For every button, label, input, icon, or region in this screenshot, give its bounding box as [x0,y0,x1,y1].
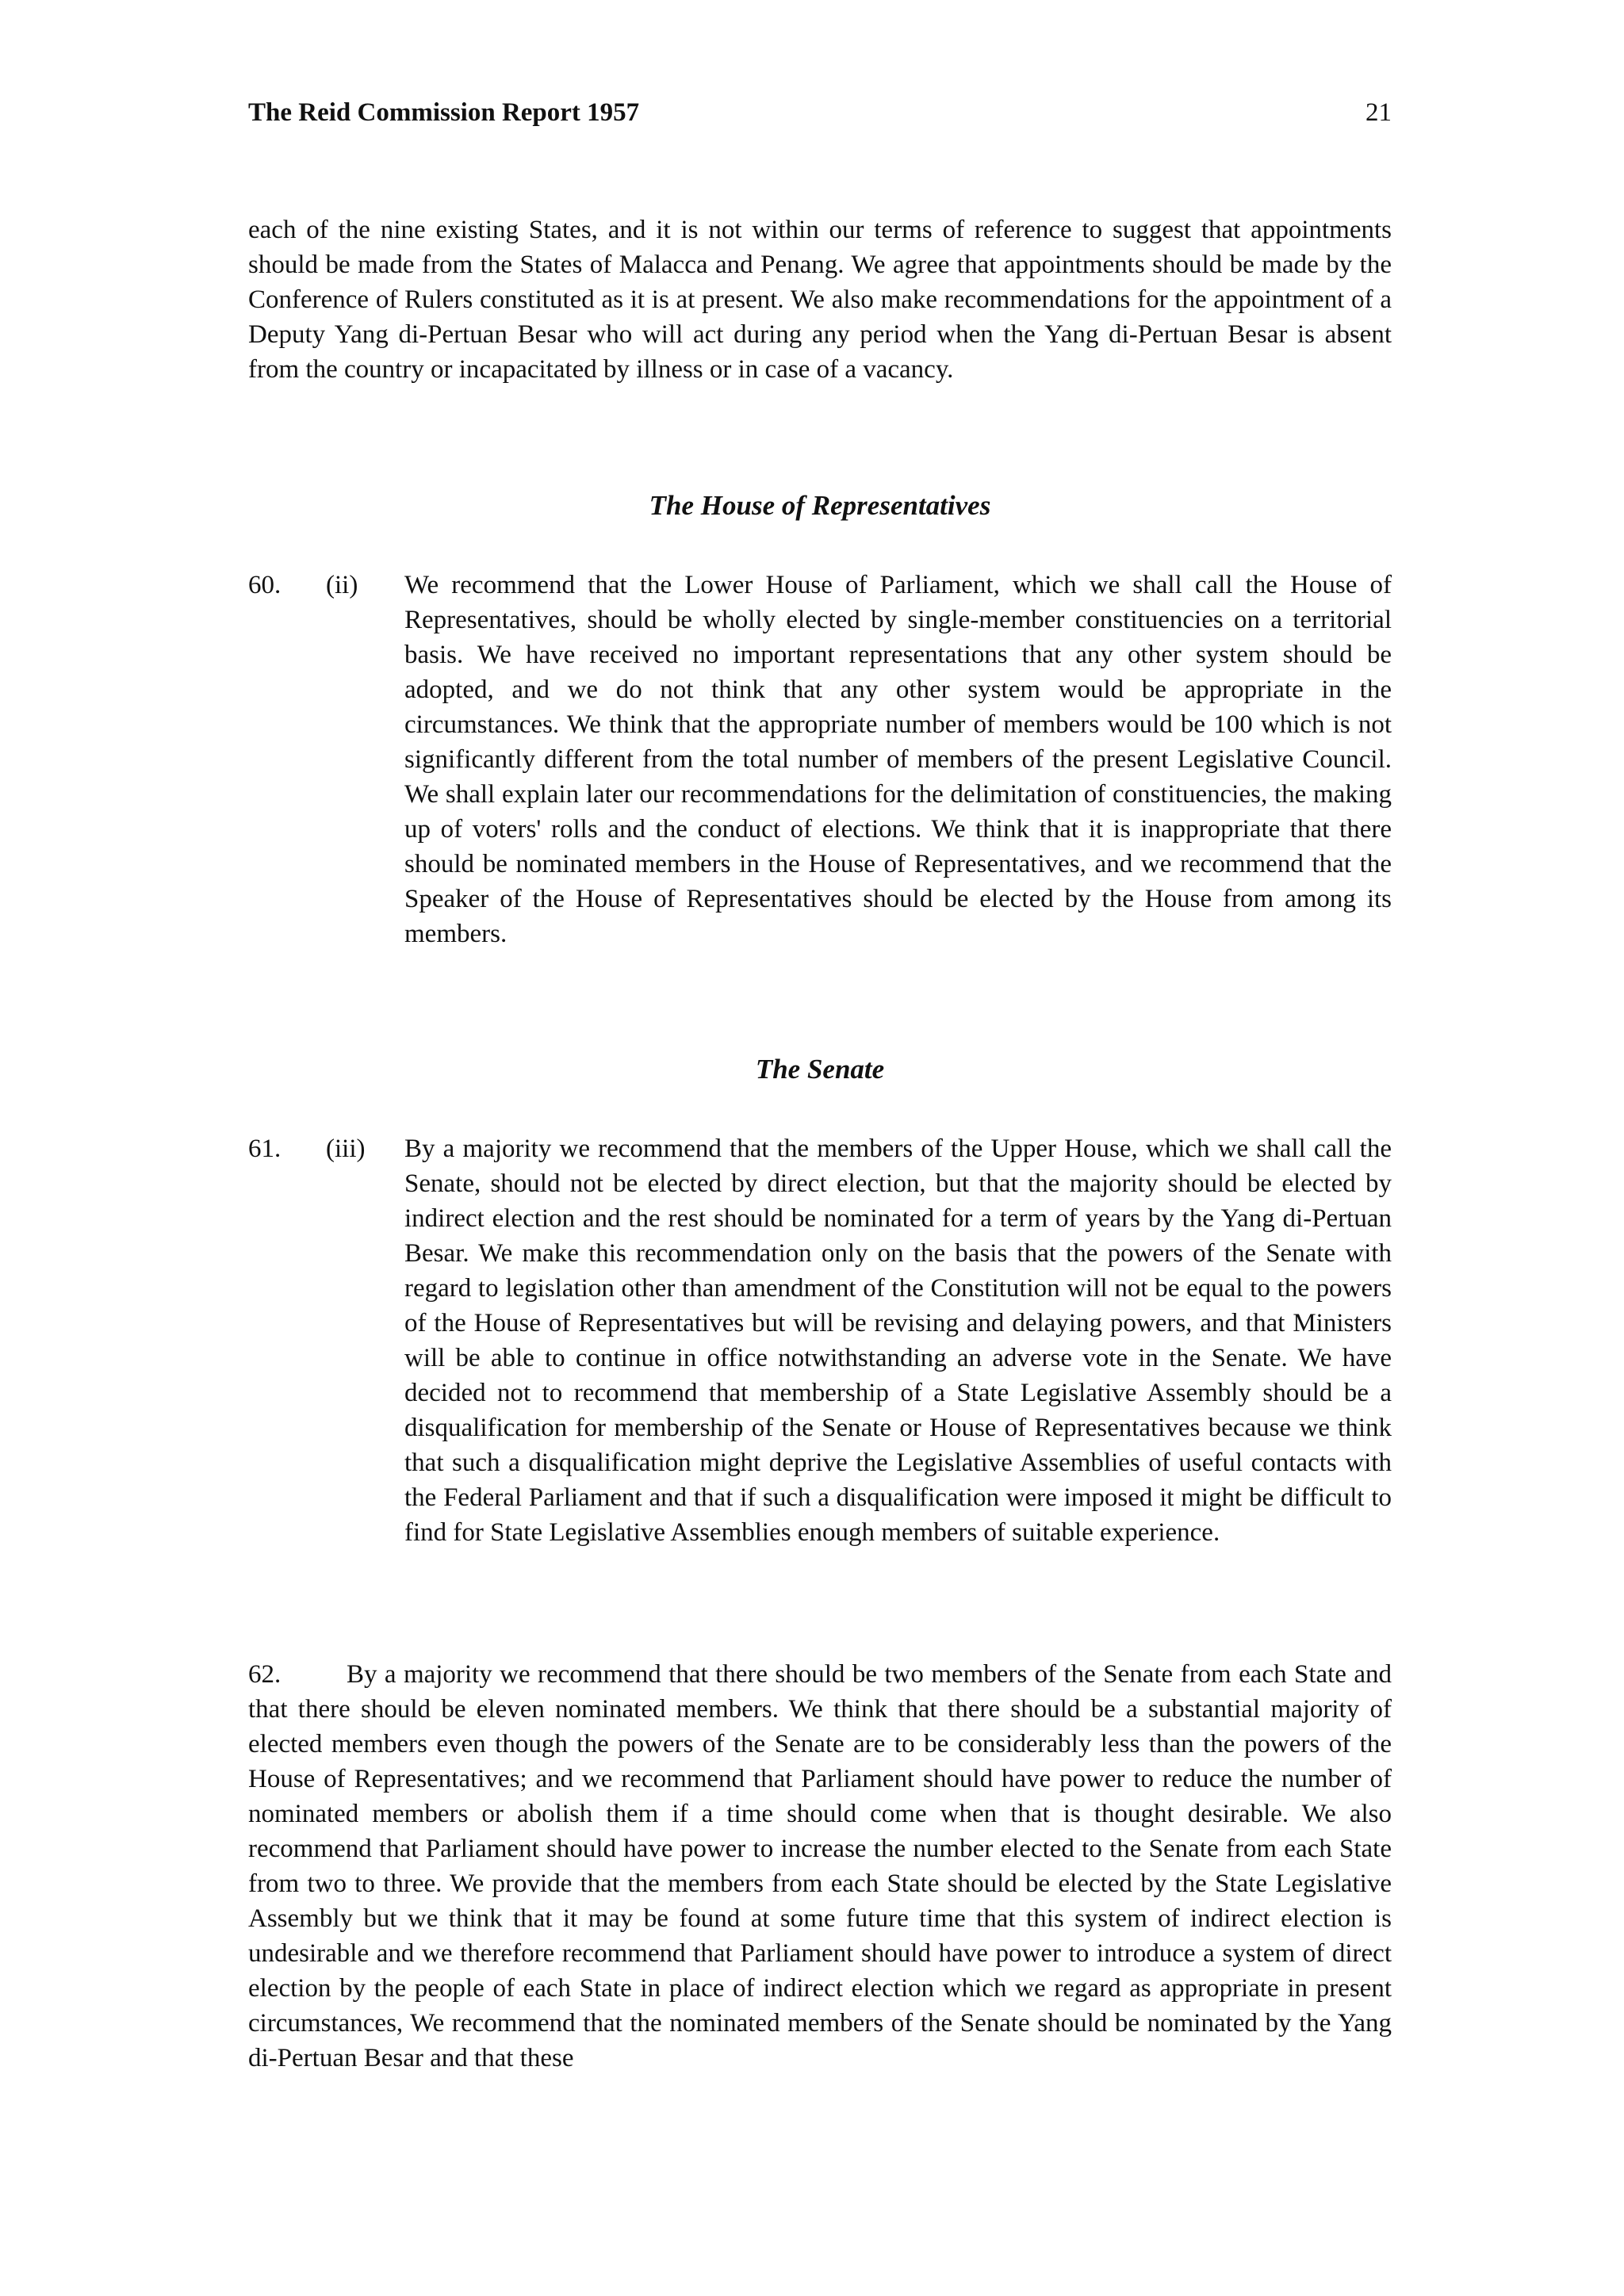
paragraph-number: 62. [248,1660,282,1689]
section-heading-house-of-representatives: The House of Representatives [649,490,991,521]
paragraph-text: We recommend that the Lower House of Parliament, which we shall call the House of Representatives, should be wholly elected by single-member constituencies on a territorial basis. We have received no important representations that any other system should be adopted, and we do not think that any other system would be appropriate in the circumstances. We think that the appropriate number of members would be 100 which is not significantly different from the total number of members of the present Legislative Council. We shall explain later our recommendations for the delimitation of constituencies, the making up of voters' rolls and the conduct of elections. We think that it is inappropriate that there should be nominated members in the House of Representatives, and we recommend that the Speaker of the House of Representatives should be elected by the House from among its members. [404,571,1392,948]
section-heading-senate: The Senate [755,1054,885,1085]
paragraph-number: 61. [248,1135,282,1163]
paragraph-number: 60. [248,571,282,599]
running-header [248,98,1392,133]
intro-paragraph: each of the nine existing States, and it is not within our terms of reference to suggest that appointments should be made from the States of Malacca and Penang. We agree that appointments should be made by the Conference of Rulers constituted as it is at present. We also make recommendations for the appointment of a Deputy Yang di-Pertuan Besar who will act during any period when the Yang di-Pertuan Besar is absent from the country or incapacitated by illness or in case of a vacancy. [248,216,1392,384]
paragraph-text: By a majority we recommend that the members of the Upper House, which we shall call the Senate, should not be elected by direct election, but that the majority should be elected by indirect election and the rest should be nominated for a term of years by the Yang di-Pertuan Besar. We make this recommendation only on the basis that the powers of the Senate with regard to legislation other than amendment of the Constitution will not be equal to the powers of the House of Representatives but will be revising and delaying powers, and that Ministers will be able to continue in office notwithstanding an adverse vote in the Senate. We have decided not to recommend that membership of a State Legislative Assembly should be a disqualification for membership of the Senate or House of Representatives because we think that such a disqualification might deprive the Legislative Assemblies of useful contacts with the Federal Parliament and that if such a disqualification were imposed it might be difficult to find for State Legislative Assemblies enough members of suitable experience. [404,1135,1392,1547]
paragraph-subnumber: (ii) [326,571,358,599]
report-title: The Reid Commission Report 1957 [248,98,640,127]
page-number: 21 [1365,98,1392,127]
paragraph-subnumber: (iii) [326,1135,366,1163]
paragraph-62 [248,1657,1392,2076]
paragraph-text: By a majority we recommend that there should be two members of the Senate from each State and that there should be eleven nominated members. We think that there should be a substantial majority of elected members even though the powers of the Senate are to be considerably less than the powers of the House of Representatives; and we recommend that Parliament should have power to reduce the number of nominated members or abolish them if a time should come when that is thought desirable. We also recommend that Parliament should have power to increase the number elected to the Senate from each State from two to three. We provide that the members from each State should be elected by the State Legislative Assembly but we think that it may be found at some future time that this system of indirect election is undesirable and we therefore recommend that Parliament should have power to introduce a system of direct election by the people of each State in place of indirect election which we regard as appropriate in present circumstances, We recommend that the nominated members of the Senate should be nominated by the Yang di-Pertuan Besar and that these [248,1660,1392,2072]
